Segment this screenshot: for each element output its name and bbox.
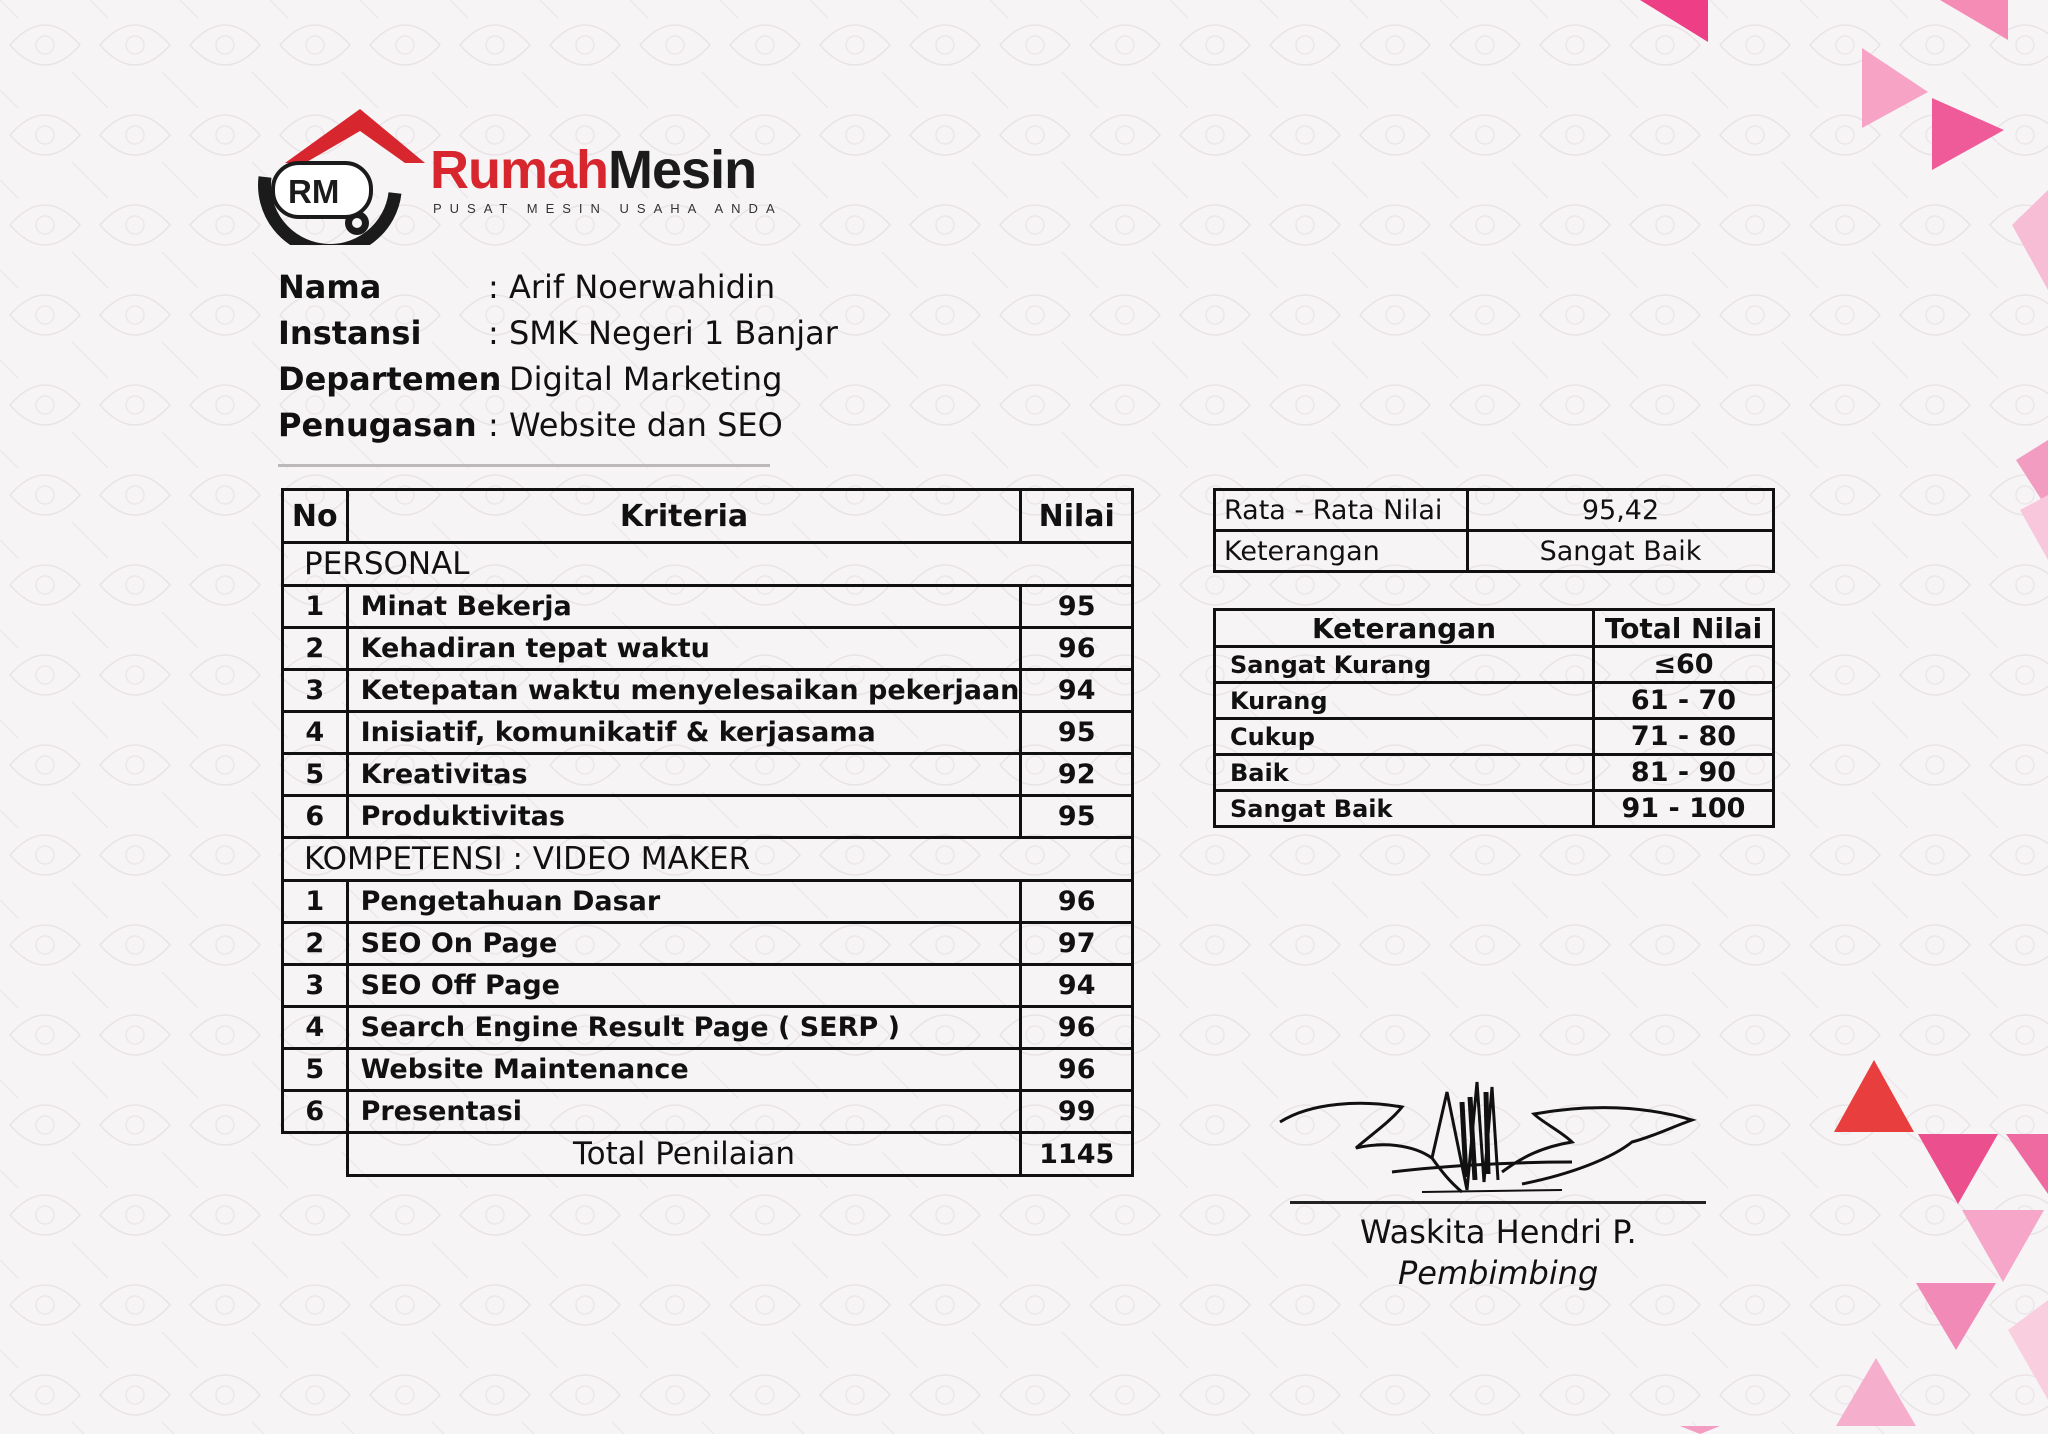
table-row — [283, 670, 1133, 712]
legend-description: Sangat Baik — [1215, 791, 1594, 827]
legend-description: Kurang — [1215, 683, 1594, 719]
legend-header-total: Total Nilai — [1594, 610, 1774, 647]
summary-value: 95,42 — [1468, 490, 1774, 531]
identity-label: Instansi — [278, 314, 422, 352]
header-score: Nilai — [1021, 490, 1133, 543]
row-score: 94 — [1021, 965, 1133, 1007]
row-criteria: Inisiatif, komunikatif & kerjasama — [347, 712, 1021, 754]
legend-description: Cukup — [1215, 719, 1594, 755]
section-row-personal — [283, 543, 1133, 586]
legend-row — [1215, 719, 1774, 755]
row-score: 96 — [1021, 1007, 1133, 1049]
row-criteria: Produktivitas — [347, 796, 1021, 838]
row-no: 2 — [283, 628, 348, 670]
summary-label: Keterangan — [1215, 531, 1468, 572]
legend-header-row — [1215, 610, 1774, 647]
table-row — [283, 796, 1133, 838]
row-no: 1 — [283, 586, 348, 628]
header-no: No — [283, 490, 348, 543]
total-blank-cell — [283, 1133, 348, 1176]
table-row — [283, 628, 1133, 670]
section-row-kompetensi — [283, 838, 1133, 881]
table-row — [283, 754, 1133, 796]
grading-legend-table — [1213, 608, 1775, 828]
table-header-row — [283, 490, 1133, 543]
identity-label: Penugasan — [278, 406, 477, 444]
row-score: 96 — [1021, 1049, 1133, 1091]
row-score: 95 — [1021, 586, 1133, 628]
legend-range: 81 - 90 — [1594, 755, 1774, 791]
row-criteria: SEO Off Page — [347, 965, 1021, 1007]
table-row — [283, 1007, 1133, 1049]
row-score: 97 — [1021, 923, 1133, 965]
logo-wordmark — [430, 140, 757, 200]
identity-label: Departemen — [278, 360, 502, 398]
table-row — [283, 923, 1133, 965]
row-score: 92 — [1021, 754, 1133, 796]
summary-label: Rata - Rata Nilai — [1215, 490, 1468, 531]
table-row — [283, 881, 1133, 923]
paper-bottom-edge — [0, 1434, 2048, 1449]
row-criteria: Kreativitas — [347, 754, 1021, 796]
header-criteria: Kriteria — [347, 490, 1021, 543]
summary-row — [1215, 531, 1774, 572]
row-criteria: Presentasi — [347, 1091, 1021, 1133]
row-criteria: Ketepatan waktu menyelesaikan pekerjaan — [347, 670, 1021, 712]
table-row — [283, 1049, 1133, 1091]
signer-role: Pembimbing — [1398, 1254, 1599, 1292]
section-title: PERSONAL — [283, 543, 1133, 586]
total-row — [283, 1133, 1133, 1176]
signer-name: Waskita Hendri P. — [1360, 1213, 1637, 1251]
row-criteria: Pengetahuan Dasar — [347, 881, 1021, 923]
row-criteria: SEO On Page — [347, 923, 1021, 965]
row-no: 3 — [283, 670, 348, 712]
legend-header-description: Keterangan — [1215, 610, 1594, 647]
identity-value: : Website dan SEO — [488, 406, 783, 444]
logo-wordmark-mesin: Mesin — [608, 140, 757, 200]
row-no: 6 — [283, 796, 348, 838]
identity-label: Nama — [278, 268, 382, 306]
row-no: 1 — [283, 881, 348, 923]
summary-row — [1215, 490, 1774, 531]
table-row — [283, 965, 1133, 1007]
section-title: KOMPETENSI : VIDEO MAKER — [283, 838, 1133, 881]
row-score: 99 — [1021, 1091, 1133, 1133]
logo-tagline: PUSAT MESIN USAHA ANDA — [433, 201, 783, 216]
row-no: 3 — [283, 965, 348, 1007]
row-no: 4 — [283, 1007, 348, 1049]
logo-emblem — [245, 105, 425, 245]
assessment-table — [281, 488, 1134, 1177]
legend-description: Baik — [1215, 755, 1594, 791]
row-score: 95 — [1021, 796, 1133, 838]
table-row — [283, 712, 1133, 754]
total-value: 1145 — [1021, 1133, 1133, 1176]
row-criteria: Minat Bekerja — [347, 586, 1021, 628]
identity-value: : SMK Negeri 1 Banjar — [488, 314, 838, 352]
summary-table — [1213, 488, 1775, 573]
legend-range: 61 - 70 — [1594, 683, 1774, 719]
row-no: 5 — [283, 1049, 348, 1091]
row-no: 2 — [283, 923, 348, 965]
legend-row — [1215, 683, 1774, 719]
company-logo — [245, 105, 785, 245]
summary-value: Sangat Baik — [1468, 531, 1774, 572]
row-criteria: Kehadiran tepat waktu — [347, 628, 1021, 670]
legend-row — [1215, 755, 1774, 791]
legend-row — [1215, 647, 1774, 683]
legend-range: 71 - 80 — [1594, 719, 1774, 755]
legend-row — [1215, 791, 1774, 827]
handwritten-signature — [1272, 1062, 1712, 1212]
row-no: 4 — [283, 712, 348, 754]
row-criteria: Search Engine Result Page ( SERP ) — [347, 1007, 1021, 1049]
logo-emblem-text: RM — [288, 173, 340, 210]
row-no: 5 — [283, 754, 348, 796]
identity-value: : Arif Noerwahidin — [488, 268, 776, 306]
row-score: 95 — [1021, 712, 1133, 754]
row-no: 6 — [283, 1091, 348, 1133]
legend-description: Sangat Kurang — [1215, 647, 1594, 683]
signature-line — [1290, 1201, 1706, 1204]
legend-range: 91 - 100 — [1594, 791, 1774, 827]
row-score: 96 — [1021, 628, 1133, 670]
row-score: 94 — [1021, 670, 1133, 712]
row-score: 96 — [1021, 881, 1133, 923]
logo-wordmark-rumah: Rumah — [430, 140, 609, 200]
legend-range: ≤60 — [1594, 647, 1774, 683]
table-row — [283, 586, 1133, 628]
total-label: Total Penilaian — [347, 1133, 1021, 1176]
table-row — [283, 1091, 1133, 1133]
identity-divider — [278, 464, 770, 467]
identity-value: : Digital Marketing — [488, 360, 783, 398]
row-criteria: Website Maintenance — [347, 1049, 1021, 1091]
